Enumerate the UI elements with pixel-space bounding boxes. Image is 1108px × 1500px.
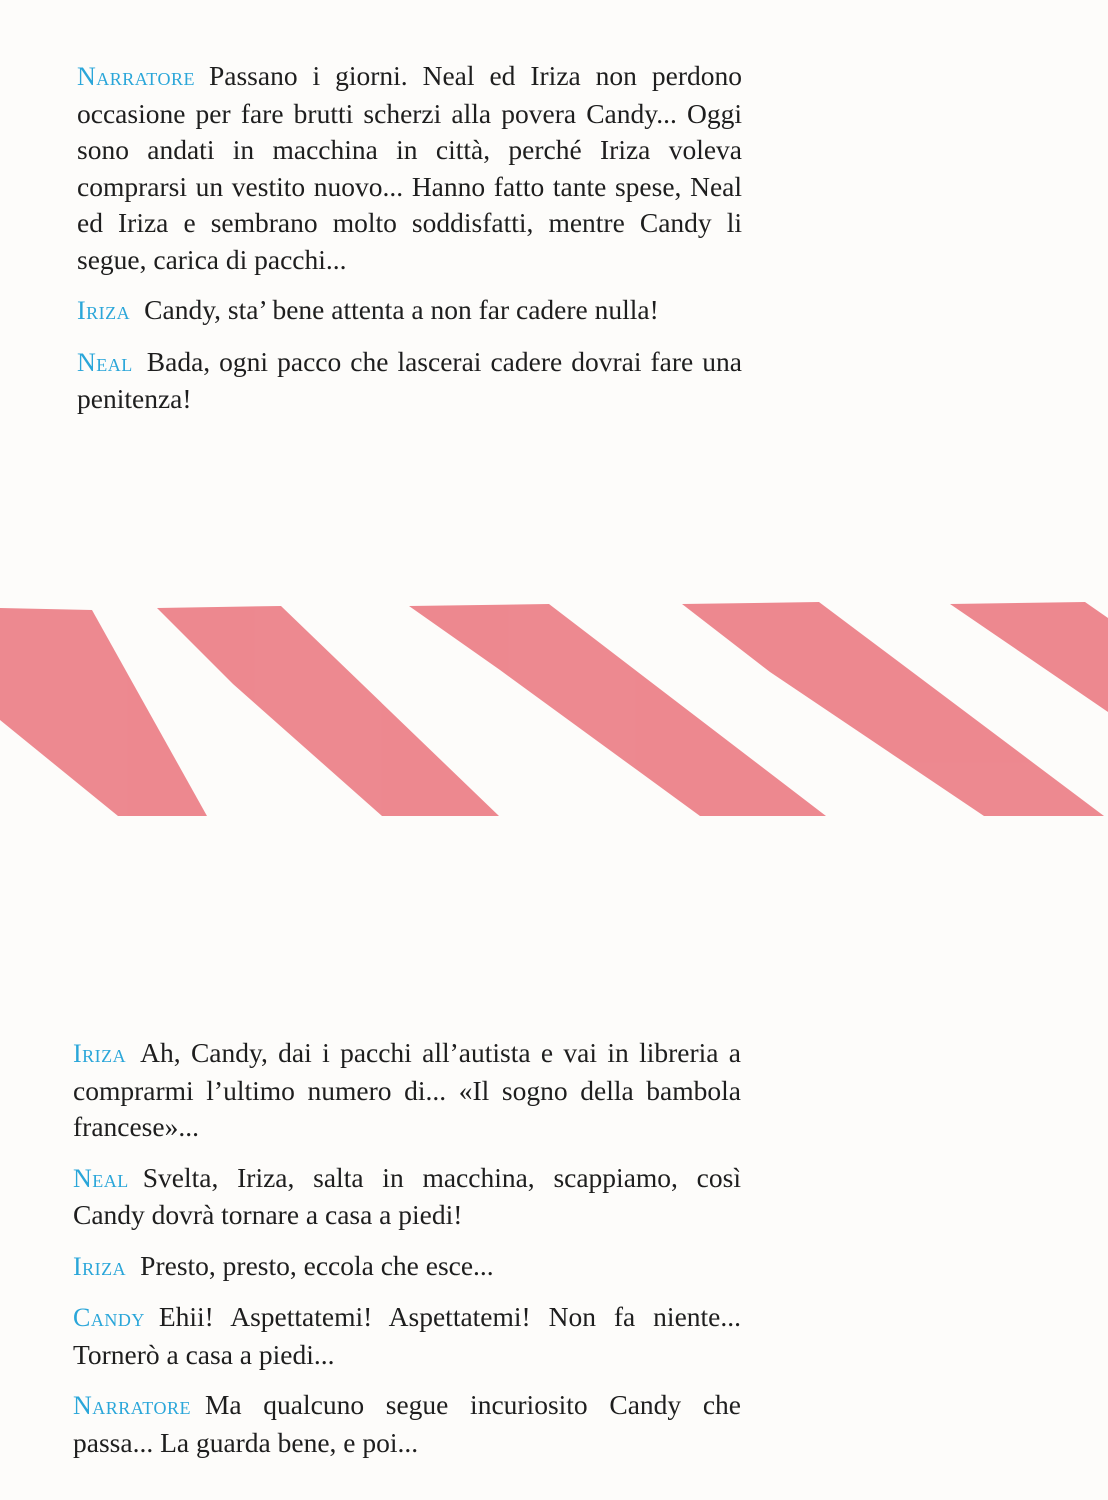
stripe-1 [0,608,207,816]
dialogue-text: Ehii! Aspettatemi! Aspettatemi! Non fa niente... Tornerò a casa a piedi... [73,1301,741,1370]
bottom-dialogue [73,1035,741,1475]
dialogue-line [73,1299,741,1373]
dialogue-line [73,1387,741,1461]
dialogue-text: Ah, Candy, dai i pacchi all’autista e vai in libreria a comprarmi l’ultimo numero di... «Il sogno della bambola francese»... [73,1037,741,1142]
speaker-label: Neal [73,1163,129,1193]
speaker-label: Iriza [73,1039,127,1068]
dialogue-line [77,344,742,418]
dialogue-text: Passano i giorni. Neal ed Iriza non perdono occasione per fare brutti scherzi alla povera Candy... Oggi sono andati in macchina in città, perché Iriza voleva comprarsi un vestito nuovo... Hanno fatto tante spese, Neal ed Iriza e sembrano molto soddisfatti, mentre Candy li segue, carica di pacchi... [77,60,742,275]
top-dialogue [77,58,742,432]
speaker-label: Iriza [73,1251,127,1281]
speaker-label: Neal [77,347,133,377]
dialogue-text: Presto, presto, eccola che esce... [140,1249,494,1281]
dialogue-text: Candy, sta’ bene attenta a non far cadere nulla! [144,294,659,325]
dialogue-line [73,1035,741,1146]
dialogue-line [73,1248,741,1286]
stripe-illustration [0,600,1108,820]
dialogue-text: Ma qualcuno segue incuriosito Candy che passa... La guarda bene, e poi... [73,1389,741,1458]
decorative-stripe-band [0,600,1108,820]
speaker-label: Iriza [77,296,131,325]
dialogue-line [77,58,742,278]
speaker-label: Candy [73,1303,145,1332]
stripe-5 [950,602,1108,712]
dialogue-text: Svelta, Iriza, salta in macchina, scappiamo, così Candy dovrà tornare a casa a piedi! [73,1161,741,1230]
stripe-2 [157,606,499,816]
dialogue-text: Bada, ogni pacco che lascerai cadere dovrai fare una penitenza! [77,345,742,414]
dialogue-line [77,292,742,330]
speaker-label: Narratore [77,62,195,91]
speaker-label: Narratore [73,1391,191,1420]
dialogue-line [73,1160,741,1234]
